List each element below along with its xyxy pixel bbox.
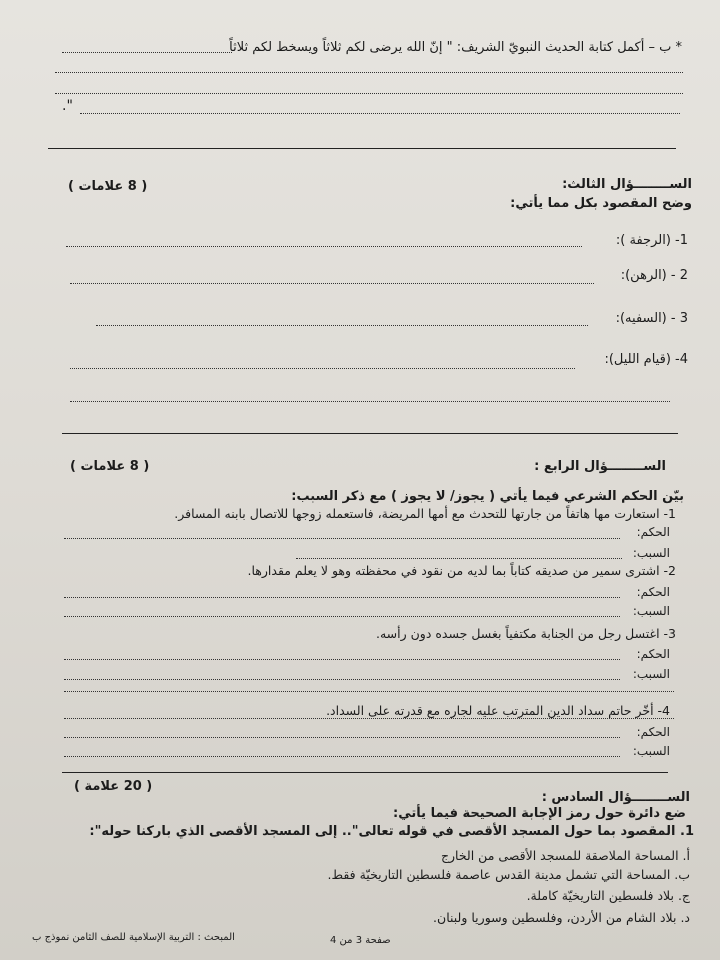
option-b[interactable]: ب. المساحة التي تشمل مدينة القدس عاصمة فلسطين التاريخيّة فقط. — [327, 867, 690, 882]
q4-item-1: 1- استعارت مها هاتفاً من جارتها للتحدث مع أمها المريضة، فاستعمله زوجها للاتصال بابنه المسافر. — [174, 506, 676, 521]
answer-line[interactable] — [64, 679, 620, 680]
answer-line[interactable] — [55, 72, 683, 73]
q4-instruction: بيّن الحكم الشرعي فيما يأتي ( يجوز/ لا يجوز ) مع ذكر السبب: — [291, 489, 684, 504]
q4-title: الســــــــؤال الرابع : — [534, 459, 666, 474]
answer-line[interactable] — [64, 718, 674, 719]
q3-item-2: 2 - (الرهن): — [620, 268, 688, 283]
option-d[interactable]: د. بلاد الشام من الأردن، وفلسطين وسوريا ولبنان. — [433, 910, 690, 925]
answer-line[interactable] — [64, 616, 620, 617]
section-divider — [62, 433, 678, 434]
q3-item-4: 4- (قيام الليل): — [604, 352, 688, 367]
answer-line[interactable] — [64, 538, 620, 539]
q3-item-1: 1- (الرجفة ): — [615, 233, 688, 248]
option-a[interactable]: أ. المساحة الملاصقة للمسجد الأقصى من الخارج — [440, 848, 690, 863]
reason-label: السبب: — [632, 604, 670, 618]
answer-line[interactable] — [64, 756, 620, 757]
answer-line[interactable] — [296, 558, 622, 559]
reason-label: السبب: — [632, 744, 670, 758]
q4-item-4: 4- أخّر حاتم سداد الدين المترتب عليه لجاره مع قدرته على السداد. — [326, 703, 670, 718]
q4-marks: ( 8 علامات ) — [70, 459, 150, 474]
hadith-prompt: * ب – أكمل كتابة الحديث النبويّ الشريف: " إنّ الله يرضى لكم ثلاثاً ويسخط لكم ثلاثاً — [229, 40, 682, 55]
answer-line[interactable] — [55, 93, 683, 94]
option-c[interactable]: ج. بلاد فلسطين التاريخيّة كاملة. — [526, 888, 690, 903]
q6-instruction: ضع دائرة حول رمز الإجابة الصحيحة فيما يأتي: — [393, 806, 686, 821]
q3-instruction: وضح المقصود بكل مما يأتي: — [510, 196, 692, 211]
q6-question-1: 1. المقصود بما حول المسجد الأقصى في قوله تعالى".. إلى المسجد الأقصى الذي باركنا حوله": — [89, 824, 694, 839]
answer-line[interactable] — [96, 325, 588, 326]
ruling-label: الحكم: — [636, 525, 670, 539]
ruling-label: الحكم: — [636, 725, 670, 739]
answer-line[interactable] — [70, 283, 594, 284]
answer-line[interactable] — [64, 737, 620, 738]
reason-label: السبب: — [632, 667, 670, 681]
page-number: صفحة 3 من 4 — [330, 935, 391, 946]
answer-line[interactable] — [70, 401, 670, 402]
reason-label: السبب: — [632, 546, 670, 560]
section-divider — [62, 772, 668, 773]
answer-line[interactable] — [66, 246, 582, 247]
ruling-label: الحكم: — [636, 585, 670, 599]
answer-line[interactable] — [62, 52, 232, 53]
q4-item-2: 2- اشترى سمير من صديقه كتاباً بما لديه من نقود في محفظته وهو لا يعلم مقدارها. — [247, 563, 676, 578]
answer-line[interactable] — [64, 691, 674, 692]
q3-title: الســــــــؤال الثالث: — [562, 177, 692, 192]
answer-line[interactable] — [80, 113, 680, 114]
q6-marks: ( 20 علامة ) — [74, 779, 153, 794]
q3-marks: ( 8 علامات ) — [68, 179, 148, 194]
answer-line[interactable] — [64, 597, 620, 598]
section-divider — [48, 148, 676, 149]
answer-line[interactable] — [70, 368, 575, 369]
closing-quote: ". — [62, 98, 73, 114]
q6-title: الســــــــؤال السادس : — [541, 790, 690, 805]
q3-item-3: 3 - (السفيه): — [615, 311, 688, 326]
ruling-label: الحكم: — [636, 647, 670, 661]
answer-line[interactable] — [64, 659, 620, 660]
q4-item-3: 3- اغتسل رجل من الجنابة مكتفياً بغسل جسده دون رأسه. — [375, 626, 676, 641]
footer-subject: المبحث : التربية الإسلامية للصف الثامن نموذج ب — [32, 932, 235, 943]
